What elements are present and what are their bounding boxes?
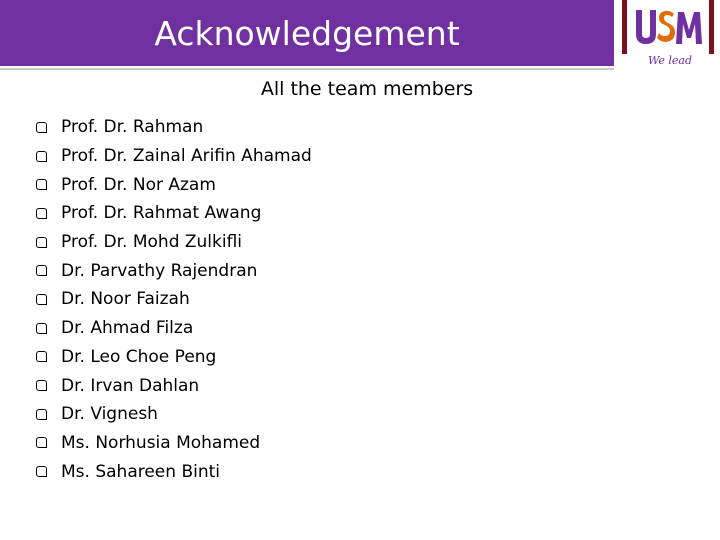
member-name: Dr. Parvathy Rajendran [61,260,258,281]
usm-logo [632,4,704,50]
member-name: Dr. Ahmad Filza [61,318,194,339]
list-item [36,170,312,199]
member-name: Dr. Vignesh [61,404,158,425]
list-item [36,343,312,372]
list-item [36,228,312,257]
list-item [36,285,312,314]
member-name: Prof. Dr. Mohd Zulkifli [61,232,243,253]
list-item [36,142,312,171]
checkbox-square-icon [36,265,47,276]
checkbox-square-icon [36,437,47,448]
checkbox-square-icon [36,237,47,248]
list-item [36,429,312,458]
list-item [36,199,312,228]
section-subtitle: All the team members [260,78,474,100]
member-name: Prof. Dr. Nor Azam [61,174,216,195]
list-item [36,256,312,285]
list-item [36,371,312,400]
member-name: Dr. Noor Faizah [61,289,190,310]
member-name: Ms. Norhusia Mohamed [61,432,261,453]
checkbox-square-icon [36,380,47,391]
member-name: Prof. Dr. Rahmat Awang [61,203,262,224]
checkbox-square-icon [36,466,47,477]
logo-bar-left [622,0,627,54]
list-item [36,314,312,343]
checkbox-square-icon [36,294,47,305]
checkbox-square-icon [36,208,47,219]
checkbox-square-icon [36,409,47,420]
checkbox-square-icon [36,323,47,334]
checkbox-square-icon [36,151,47,162]
checkbox-square-icon [36,179,47,190]
slide-title: Acknowledgement [154,14,460,53]
header-divider [0,68,614,70]
checkbox-square-icon [36,351,47,362]
list-item [36,113,312,142]
member-name: Dr. Leo Choe Peng [61,346,217,367]
member-name: Prof. Dr. Zainal Arifin Ahamad [61,146,312,167]
list-item [36,400,312,429]
member-name: Dr. Irvan Dahlan [61,375,200,396]
checkbox-square-icon [36,122,47,133]
logo-tagline: We lead [647,54,693,67]
member-name: Prof. Dr. Rahman [61,117,204,138]
team-member-list [36,113,312,486]
list-item [36,457,312,486]
member-name: Ms. Sahareen Binti [61,461,220,482]
logo-bar-right [709,0,714,54]
